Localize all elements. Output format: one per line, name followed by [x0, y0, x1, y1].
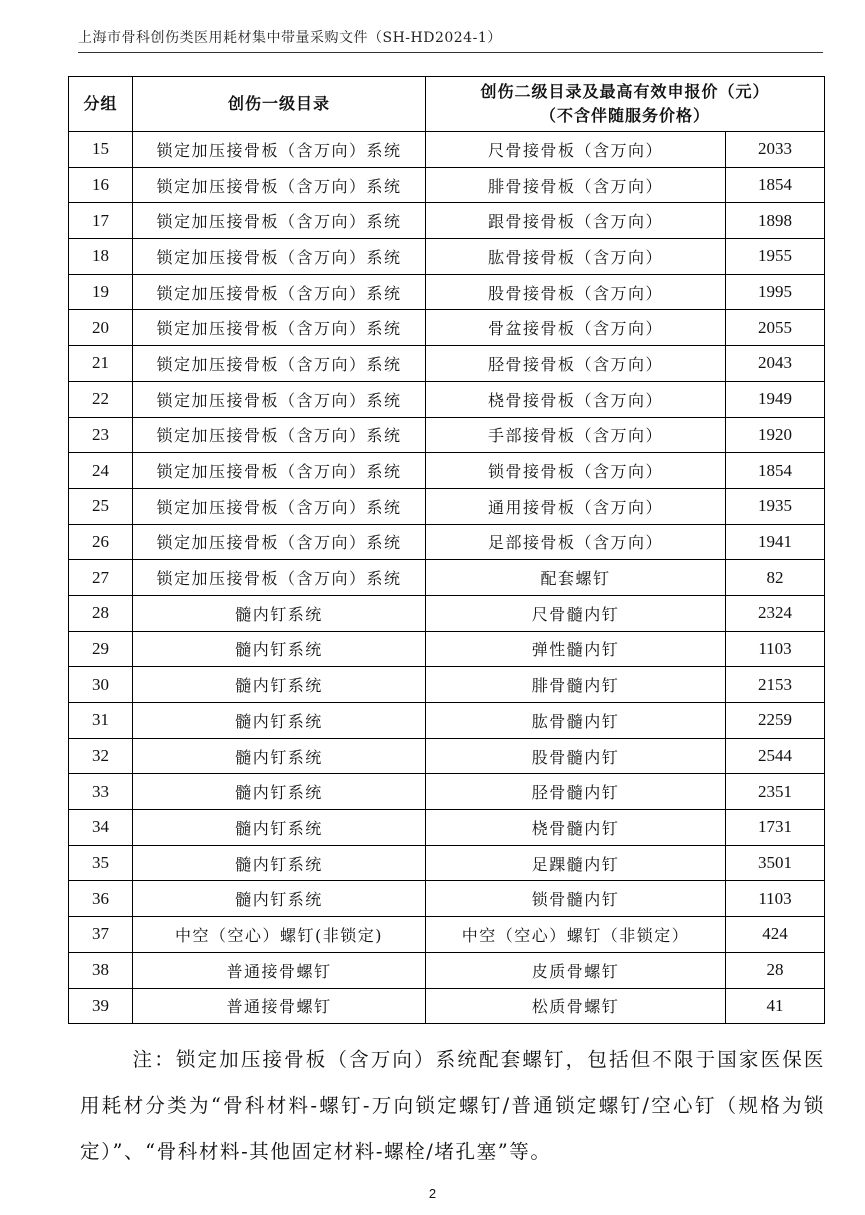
cell-group: 19 [69, 274, 133, 310]
table-row [69, 810, 825, 846]
cell-level2: 桡骨接骨板（含万向） [426, 381, 726, 417]
table-row [69, 952, 825, 988]
cell-group: 32 [69, 738, 133, 774]
cell-level2: 尺骨髓内钉 [426, 595, 726, 631]
table-row [69, 417, 825, 453]
cell-price: 1731 [726, 810, 825, 846]
cell-price: 2033 [726, 132, 825, 168]
footnote-text: 注：锁定加压接骨板（含万向）系统配套螺钉，包括但不限于国家医保医用耗材分类为“骨科材料-螺钉-万向锁定螺钉/普通锁定螺钉/空心钉（规格为锁定）”、“骨科材料-其他固定材料-螺栓/堵孔塞”等。 [80, 1048, 825, 1163]
cell-level2: 手部接骨板（含万向） [426, 417, 726, 453]
cell-group: 21 [69, 346, 133, 382]
cell-price: 41 [726, 988, 825, 1024]
cell-level2: 配套螺钉 [426, 560, 726, 596]
price-table [68, 76, 825, 1024]
cell-group: 20 [69, 310, 133, 346]
table-row [69, 310, 825, 346]
cell-price: 2153 [726, 667, 825, 703]
cell-level1: 髓内钉系统 [133, 845, 426, 881]
cell-group: 33 [69, 774, 133, 810]
cell-price: 1949 [726, 381, 825, 417]
cell-price: 1898 [726, 203, 825, 239]
column-header-group: 分组 [69, 77, 133, 132]
cell-group: 17 [69, 203, 133, 239]
cell-price: 1935 [726, 488, 825, 524]
table-row [69, 274, 825, 310]
table-row [69, 167, 825, 203]
cell-price: 2043 [726, 346, 825, 382]
column-header-level2-line1: 创伤二级目录及最高有效申报价（元） [480, 82, 770, 101]
cell-level2: 跟骨接骨板（含万向） [426, 203, 726, 239]
table-row [69, 346, 825, 382]
table-body [69, 132, 825, 1024]
table-row [69, 595, 825, 631]
cell-level2: 通用接骨板（含万向） [426, 488, 726, 524]
cell-level1: 锁定加压接骨板（含万向）系统 [133, 203, 426, 239]
cell-group: 28 [69, 595, 133, 631]
cell-group: 25 [69, 488, 133, 524]
table-row [69, 631, 825, 667]
cell-level2: 桡骨髓内钉 [426, 810, 726, 846]
cell-group: 24 [69, 453, 133, 489]
footnote [80, 1037, 825, 1175]
cell-price: 1941 [726, 524, 825, 560]
cell-level1: 普通接骨螺钉 [133, 952, 426, 988]
cell-group: 26 [69, 524, 133, 560]
cell-level2: 松质骨螺钉 [426, 988, 726, 1024]
cell-level2: 锁骨髓内钉 [426, 881, 726, 917]
cell-group: 16 [69, 167, 133, 203]
cell-level1: 锁定加压接骨板（含万向）系统 [133, 524, 426, 560]
column-header-level1: 创伤一级目录 [133, 77, 426, 132]
cell-level2: 胫骨接骨板（含万向） [426, 346, 726, 382]
cell-price: 1103 [726, 631, 825, 667]
cell-level1: 髓内钉系统 [133, 667, 426, 703]
page-number: 2 [428, 1186, 437, 1201]
cell-price: 1103 [726, 881, 825, 917]
cell-level2: 锁骨接骨板（含万向） [426, 453, 726, 489]
table-row [69, 239, 825, 275]
cell-level1: 锁定加压接骨板（含万向）系统 [133, 310, 426, 346]
cell-price: 82 [726, 560, 825, 596]
cell-level1: 锁定加压接骨板（含万向）系统 [133, 417, 426, 453]
cell-level1: 锁定加压接骨板（含万向）系统 [133, 488, 426, 524]
cell-level2: 弹性髓内钉 [426, 631, 726, 667]
cell-group: 35 [69, 845, 133, 881]
column-header-level2 [426, 77, 825, 132]
cell-level1: 锁定加压接骨板（含万向）系统 [133, 167, 426, 203]
cell-group: 27 [69, 560, 133, 596]
cell-group: 18 [69, 239, 133, 275]
cell-level2: 足部接骨板（含万向） [426, 524, 726, 560]
cell-level2: 尺骨接骨板（含万向） [426, 132, 726, 168]
table-row [69, 488, 825, 524]
cell-price: 3501 [726, 845, 825, 881]
cell-price: 2351 [726, 774, 825, 810]
cell-price: 1955 [726, 239, 825, 275]
cell-level1: 中空（空心）螺钉(非锁定) [133, 917, 426, 953]
table-row [69, 524, 825, 560]
table-row [69, 703, 825, 739]
cell-level2: 足踝髓内钉 [426, 845, 726, 881]
cell-level1: 锁定加压接骨板（含万向）系统 [133, 239, 426, 275]
cell-level2: 肱骨接骨板（含万向） [426, 239, 726, 275]
cell-level1: 髓内钉系统 [133, 631, 426, 667]
table-row [69, 774, 825, 810]
cell-level1: 髓内钉系统 [133, 810, 426, 846]
cell-level1: 髓内钉系统 [133, 774, 426, 810]
cell-group: 36 [69, 881, 133, 917]
cell-group: 39 [69, 988, 133, 1024]
table-row [69, 132, 825, 168]
cell-price: 1854 [726, 453, 825, 489]
cell-group: 34 [69, 810, 133, 846]
cell-level2: 胫骨髓内钉 [426, 774, 726, 810]
table-row [69, 203, 825, 239]
table-row [69, 453, 825, 489]
column-header-level2-line2: （不含伴随服务价格） [540, 106, 711, 125]
cell-level1: 锁定加压接骨板（含万向）系统 [133, 274, 426, 310]
cell-level2: 皮质骨螺钉 [426, 952, 726, 988]
table-row [69, 738, 825, 774]
cell-level1: 锁定加压接骨板（含万向）系统 [133, 453, 426, 489]
cell-group: 37 [69, 917, 133, 953]
cell-level1: 髓内钉系统 [133, 881, 426, 917]
cell-price: 2055 [726, 310, 825, 346]
cell-price: 1920 [726, 417, 825, 453]
cell-price: 1854 [726, 167, 825, 203]
cell-level1: 髓内钉系统 [133, 738, 426, 774]
cell-level2: 肱骨髓内钉 [426, 703, 726, 739]
cell-group: 31 [69, 703, 133, 739]
cell-level1: 髓内钉系统 [133, 703, 426, 739]
table-row [69, 667, 825, 703]
cell-price: 1995 [726, 274, 825, 310]
table-row [69, 881, 825, 917]
cell-group: 23 [69, 417, 133, 453]
cell-group: 22 [69, 381, 133, 417]
cell-price: 424 [726, 917, 825, 953]
table-row [69, 381, 825, 417]
cell-level2: 中空（空心）螺钉（非锁定） [426, 917, 726, 953]
cell-price: 2259 [726, 703, 825, 739]
cell-level1: 锁定加压接骨板（含万向）系统 [133, 560, 426, 596]
table-row [69, 560, 825, 596]
cell-level1: 髓内钉系统 [133, 595, 426, 631]
table-row [69, 917, 825, 953]
document-header: 上海市骨科创伤类医用耗材集中带量采购文件（SH-HD2024-1） [78, 30, 502, 46]
cell-level1: 普通接骨螺钉 [133, 988, 426, 1024]
cell-group: 30 [69, 667, 133, 703]
cell-level1: 锁定加压接骨板（含万向）系统 [133, 346, 426, 382]
cell-level2: 腓骨髓内钉 [426, 667, 726, 703]
cell-level2: 腓骨接骨板（含万向） [426, 167, 726, 203]
cell-group: 29 [69, 631, 133, 667]
cell-price: 28 [726, 952, 825, 988]
cell-group: 38 [69, 952, 133, 988]
cell-group: 15 [69, 132, 133, 168]
header-divider [78, 52, 823, 53]
cell-price: 2324 [726, 595, 825, 631]
table-row [69, 988, 825, 1024]
cell-price: 2544 [726, 738, 825, 774]
cell-level1: 锁定加压接骨板（含万向）系统 [133, 132, 426, 168]
cell-level2: 股骨髓内钉 [426, 738, 726, 774]
table-row [69, 845, 825, 881]
cell-level2: 骨盆接骨板（含万向） [426, 310, 726, 346]
cell-level1: 锁定加压接骨板（含万向）系统 [133, 381, 426, 417]
table-header-row [69, 77, 825, 132]
cell-level2: 股骨接骨板（含万向） [426, 274, 726, 310]
